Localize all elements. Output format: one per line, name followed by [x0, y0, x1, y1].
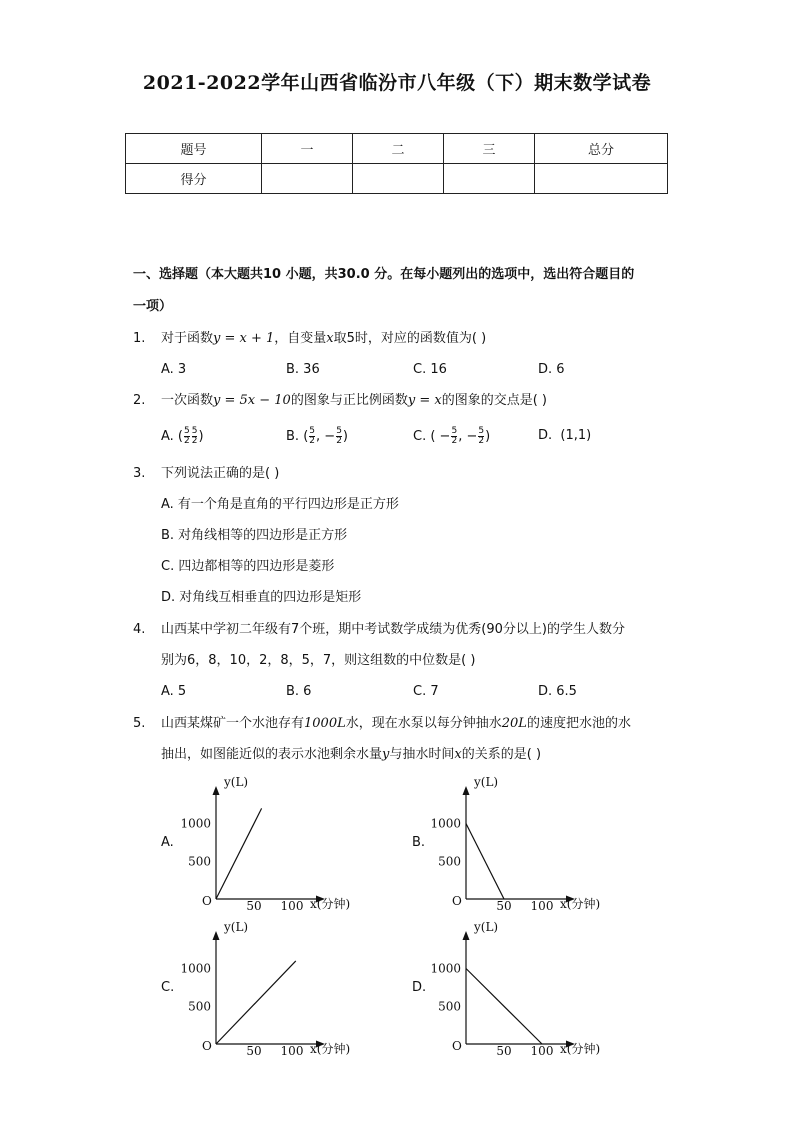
y-tick-label: 1000: [180, 816, 211, 831]
question-5-stem: 5. 山西某煤矿一个水池存有1000L水，现在水泵以每分钟抽水20L的速度把水池的水: [133, 716, 631, 731]
question-3-stem: 3. 下列说法正确的是( ): [133, 466, 280, 481]
option-a[interactable]: A. 3: [161, 362, 187, 377]
y-axis-arrow: [463, 931, 470, 940]
fraction: $\frac{5}{2}$: [191, 426, 198, 446]
y-axis-label: y(L): [474, 775, 499, 789]
y-tick-label: 1000: [430, 961, 461, 976]
fraction: $\frac{5}{2}$: [451, 426, 458, 446]
question-number: 5.: [133, 716, 146, 731]
option-d[interactable]: D. 6.5: [538, 684, 577, 699]
option-b[interactable]: B. 36: [286, 362, 320, 377]
option-d[interactable]: D. (1,1): [538, 428, 592, 443]
question-number: 2.: [133, 393, 146, 408]
option-b[interactable]: B. 6: [286, 684, 312, 699]
x-axis-label: x(分钟): [560, 1042, 601, 1056]
fraction: $\frac{5}{2}$: [184, 426, 190, 446]
graph-option-a-label[interactable]: A.: [161, 835, 174, 850]
option-b[interactable]: B. 对角线相等的四边形是正方形: [161, 528, 348, 543]
graph-option-b-label[interactable]: B.: [412, 835, 426, 850]
option-a[interactable]: A. 5: [161, 684, 187, 699]
question-number: 3.: [133, 466, 146, 481]
graph-option-d-label[interactable]: D.: [412, 980, 427, 995]
x-tick-label: 100: [280, 1044, 304, 1058]
option-c[interactable]: C. 四边都相等的四边形是菱形: [161, 559, 335, 574]
graph-line: [466, 969, 542, 1045]
x-tick-label: 50: [246, 1044, 262, 1058]
x-tick-label: 100: [280, 899, 304, 913]
graph-c[interactable]: [180, 915, 380, 1065]
graph-a[interactable]: [180, 770, 380, 920]
x-axis-label: x(分钟): [560, 897, 601, 911]
y-axis-arrow: [213, 931, 220, 940]
y-tick-label: 1000: [430, 816, 461, 831]
origin-label: O: [452, 1039, 462, 1053]
y-tick-label: 1000: [180, 961, 211, 976]
option-b[interactable]: B. ( $\frac{5}{2}$ , − $\frac{5}{2}$ ): [286, 426, 348, 446]
y-axis-label: y(L): [474, 920, 499, 934]
graph-b[interactable]: [430, 770, 630, 920]
y-axis-label: y(L): [224, 920, 249, 934]
score-cell[interactable]: [535, 164, 668, 194]
x-axis-label: x(分钟): [310, 897, 351, 911]
section-heading-cont: 一项）: [133, 299, 173, 314]
x-tick-label: 50: [496, 1044, 512, 1058]
fraction: $\frac{5}{2}$: [478, 426, 485, 446]
y-tick-label: 500: [438, 854, 461, 869]
option-d[interactable]: D. 对角线互相垂直的四边形是矩形: [161, 590, 362, 605]
option-c[interactable]: C. ( − $\frac{5}{2}$ , − $\frac{5}{2}$ ): [413, 426, 491, 446]
x-axis-label: x(分钟): [310, 1042, 351, 1056]
y-axis-arrow: [213, 786, 220, 795]
option-a[interactable]: A. ( $\frac{5}{2}$ $\frac{5}{2}$ ): [161, 426, 204, 446]
question-5-stem-cont: 抽出，如图能近似的表示水池剩余水量y与抽水时间x的关系的是( ): [161, 747, 542, 762]
x-tick-label: 100: [530, 1044, 554, 1058]
score-table-score-row: [126, 164, 668, 194]
option-c[interactable]: C. 7: [413, 684, 439, 699]
origin-label: O: [452, 894, 462, 908]
option-c[interactable]: C. 16: [413, 362, 447, 377]
score-header-cell: 二: [353, 134, 444, 164]
score-cell[interactable]: [444, 164, 535, 194]
score-header-cell: 一: [262, 134, 353, 164]
option-d[interactable]: D. 6: [538, 362, 565, 377]
origin-label: O: [202, 1039, 212, 1053]
question-number: 1.: [133, 331, 146, 346]
fraction: $\frac{5}{2}$: [309, 426, 316, 446]
option-a[interactable]: A. 有一个角是直角的平行四边形是正方形: [161, 497, 399, 512]
page-title: 2021-2022学年山西省临汾市八年级（下）期末数学试卷: [142, 72, 652, 94]
graph-d[interactable]: [430, 915, 630, 1065]
score-cell[interactable]: [353, 164, 444, 194]
score-row-label: 得分: [126, 164, 262, 194]
question-4-stem-cont: 别为6，8，10，2，8，5，7，则这组数的中位数是( ): [161, 653, 476, 668]
section-heading: 一、选择题（本大题共10 小题，共30.0 分。在每小题列出的选项中，选出符合题目的: [133, 267, 635, 282]
graph-line: [216, 808, 262, 899]
origin-label: O: [202, 894, 212, 908]
graph-line: [466, 824, 504, 900]
question-4-stem: 4. 山西某中学初二年级有7个班，期中考试数学成绩为优秀(90分以上)的学生人数分: [133, 622, 625, 637]
score-header-cell: 三: [444, 134, 535, 164]
fraction: $\frac{5}{2}$: [336, 426, 342, 446]
y-tick-label: 500: [188, 854, 211, 869]
x-tick-label: 50: [246, 899, 262, 913]
graph-option-c-label[interactable]: C.: [161, 980, 175, 995]
score-table: [125, 133, 668, 194]
x-tick-label: 100: [530, 899, 554, 913]
score-header-cell: 总分: [535, 134, 668, 164]
question-number: 4.: [133, 622, 146, 637]
question-2-stem: 2. 一次函数y = 5x − 10的图象与正比例函数y = x的图象的交点是( ): [133, 393, 547, 408]
score-cell[interactable]: [262, 164, 353, 194]
score-table-header-row: [126, 134, 668, 164]
question-1-stem: 1. 对于函数y = x + 1，自变量x取5时，对应的函数值为( ): [133, 331, 487, 346]
y-axis-arrow: [463, 786, 470, 795]
score-header-cell: 题号: [126, 134, 262, 164]
graph-line: [216, 961, 296, 1044]
y-tick-label: 500: [188, 999, 211, 1014]
y-axis-label: y(L): [224, 775, 249, 789]
x-tick-label: 50: [496, 899, 512, 913]
y-tick-label: 500: [438, 999, 461, 1014]
